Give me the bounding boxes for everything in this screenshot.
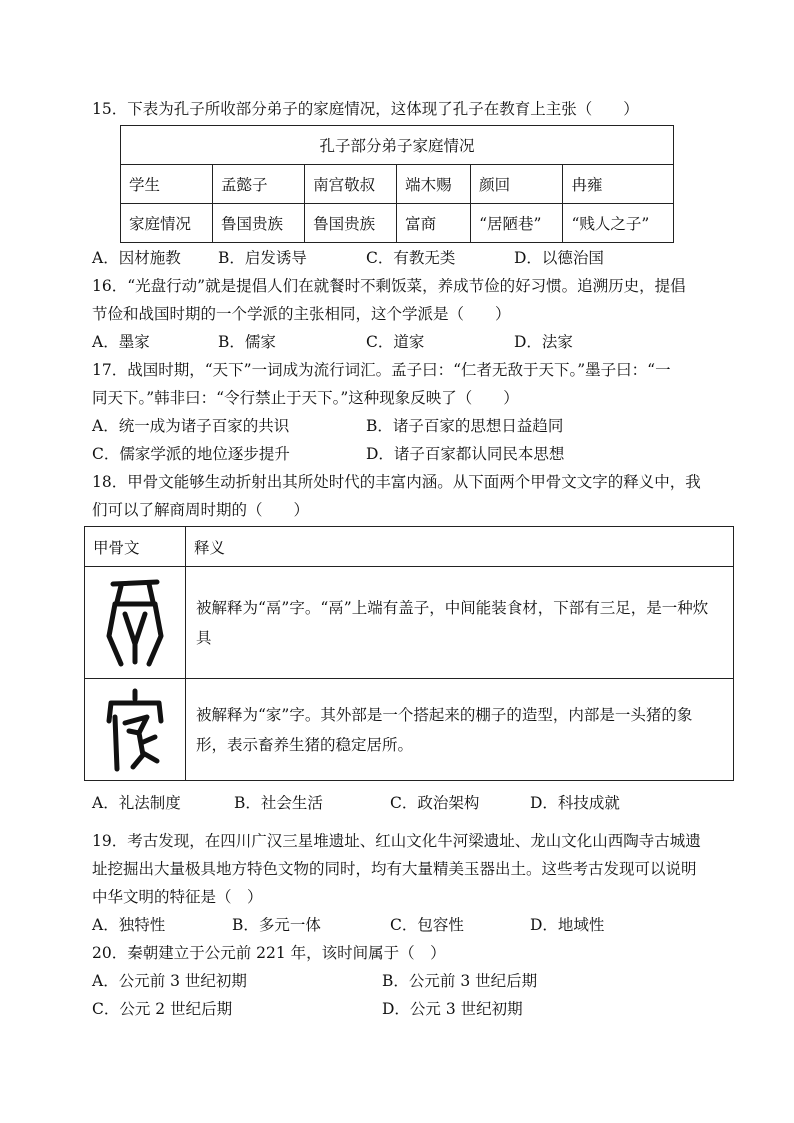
jia-oracle-glyph-icon bbox=[103, 687, 167, 773]
q15-stem: 15．下表为孔子所收部分弟子的家庭情况，这体现了孔子在教育上主张（ ） bbox=[92, 100, 639, 118]
q19-stem-line3: 中华文明的特征是（ ） bbox=[92, 888, 263, 906]
q15-cell: 富商 bbox=[397, 204, 471, 243]
q20-option-c[interactable]: C．公元 2 世纪后期 bbox=[92, 1000, 233, 1018]
q17-stem-line1: 17．战国时期，“天下”一词成为流行词汇。孟子曰：“仁者无敌于天下。”墨子曰：“一 bbox=[92, 361, 671, 379]
q15-cell: 家庭情况 bbox=[121, 204, 213, 243]
q15-table-title: 孔子部分弟子家庭情况 bbox=[121, 126, 674, 165]
q17-option-d[interactable]: D．诸子百家都认同民本思想 bbox=[366, 445, 565, 463]
q18-option-b[interactable]: B．社会生活 bbox=[234, 794, 323, 812]
q15-option-a[interactable]: A．因材施教 bbox=[92, 249, 181, 267]
q15-cell: 鲁国贵族 bbox=[305, 204, 397, 243]
q18-jia-meaning: 被解释为“家”字。其外部是一个搭起来的棚子的造型，内部是一头猪的象形，表示畜养生猪的稳定居所。 bbox=[186, 679, 734, 781]
q16-option-b[interactable]: B．儒家 bbox=[218, 333, 276, 351]
q16-stem-line2: 节俭和战国时期的一个学派的主张相同，这个学派是（ ） bbox=[92, 305, 511, 323]
q15-option-c[interactable]: C．有教无类 bbox=[366, 249, 456, 267]
q16-stem-line1: 16．“光盘行动”就是提倡人们在就餐时不剩饭菜，养成节俭的好习惯。追溯历史，提倡 bbox=[92, 277, 686, 295]
q16-option-a[interactable]: A．墨家 bbox=[92, 333, 150, 351]
q18-option-d[interactable]: D．科技成就 bbox=[530, 794, 620, 812]
q17-option-a[interactable]: A．统一成为诸子百家的共识 bbox=[92, 417, 290, 435]
jia-oracle-glyph bbox=[85, 679, 186, 781]
q15-cell: “居陋巷” bbox=[471, 204, 563, 243]
q18-header-meaning: 释义 bbox=[186, 527, 734, 567]
q17-stem-line2: 同天下。”韩非曰：“令行禁止于天下。”这种现象反映了（ ） bbox=[92, 389, 519, 407]
q20-option-b[interactable]: B．公元前 3 世纪后期 bbox=[382, 972, 538, 990]
q20-stem: 20．秦朝建立于公元前 221 年，该时间属于（ ） bbox=[92, 944, 446, 962]
q15-cell: 南宫敬叔 bbox=[305, 165, 397, 204]
q16-option-c[interactable]: C．道家 bbox=[366, 333, 425, 351]
q15-option-d[interactable]: D．以德治国 bbox=[514, 249, 604, 267]
q19-option-a[interactable]: A．独特性 bbox=[92, 916, 166, 934]
q18-li-meaning: 被解释为“鬲”字。“鬲”上端有盖子，中间能装食材，下部有三足，是一种炊具 bbox=[186, 567, 734, 679]
q15-cell: 端木赐 bbox=[397, 165, 471, 204]
q15-cell: 孟懿子 bbox=[213, 165, 305, 204]
q20-option-a[interactable]: A．公元前 3 世纪初期 bbox=[92, 972, 247, 990]
q17-option-b[interactable]: B．诸子百家的思想日益趋同 bbox=[366, 417, 564, 435]
q15-cell: 鲁国贵族 bbox=[213, 204, 305, 243]
q18-header-glyph: 甲骨文 bbox=[85, 527, 186, 567]
q15-cell: 冉雍 bbox=[563, 165, 674, 204]
q15-cell: 颜回 bbox=[471, 165, 563, 204]
q16-option-d[interactable]: D．法家 bbox=[514, 333, 573, 351]
q19-stem-line2: 址挖掘出大量极具地方特色文物的同时，均有大量精美玉器出土。这些考古发现可以说明 bbox=[92, 860, 697, 878]
q20-option-d[interactable]: D．公元 3 世纪初期 bbox=[382, 1000, 523, 1018]
q19-option-c[interactable]: C．包容性 bbox=[390, 916, 464, 934]
li-oracle-glyph-icon bbox=[103, 574, 167, 672]
q19-option-b[interactable]: B．多元一体 bbox=[232, 916, 321, 934]
q15-option-b[interactable]: B．启发诱导 bbox=[218, 249, 307, 267]
q18-stem-line1: 18．甲骨文能够生动折射出其所处时代的丰富内涵。从下面两个甲骨文文字的释义中，我 bbox=[92, 473, 701, 491]
q19-stem-line1: 19．考古发现，在四川广汉三星堆遗址、红山文化牛河梁遗址、龙山文化山西陶寺古城遗 bbox=[92, 832, 701, 850]
q18-option-c[interactable]: C．政治架构 bbox=[390, 794, 480, 812]
q18-option-a[interactable]: A．礼法制度 bbox=[92, 794, 181, 812]
q18-stem-line2: 们可以了解商周时期的（ ） bbox=[92, 501, 310, 519]
q15-cell: “贱人之子” bbox=[563, 204, 674, 243]
li-oracle-glyph bbox=[85, 567, 186, 679]
q19-option-d[interactable]: D．地域性 bbox=[530, 916, 605, 934]
q15-cell: 学生 bbox=[121, 165, 213, 204]
q15-table bbox=[120, 125, 674, 243]
q17-option-c[interactable]: C．儒家学派的地位逐步提升 bbox=[92, 445, 290, 463]
q18-table bbox=[84, 526, 734, 781]
